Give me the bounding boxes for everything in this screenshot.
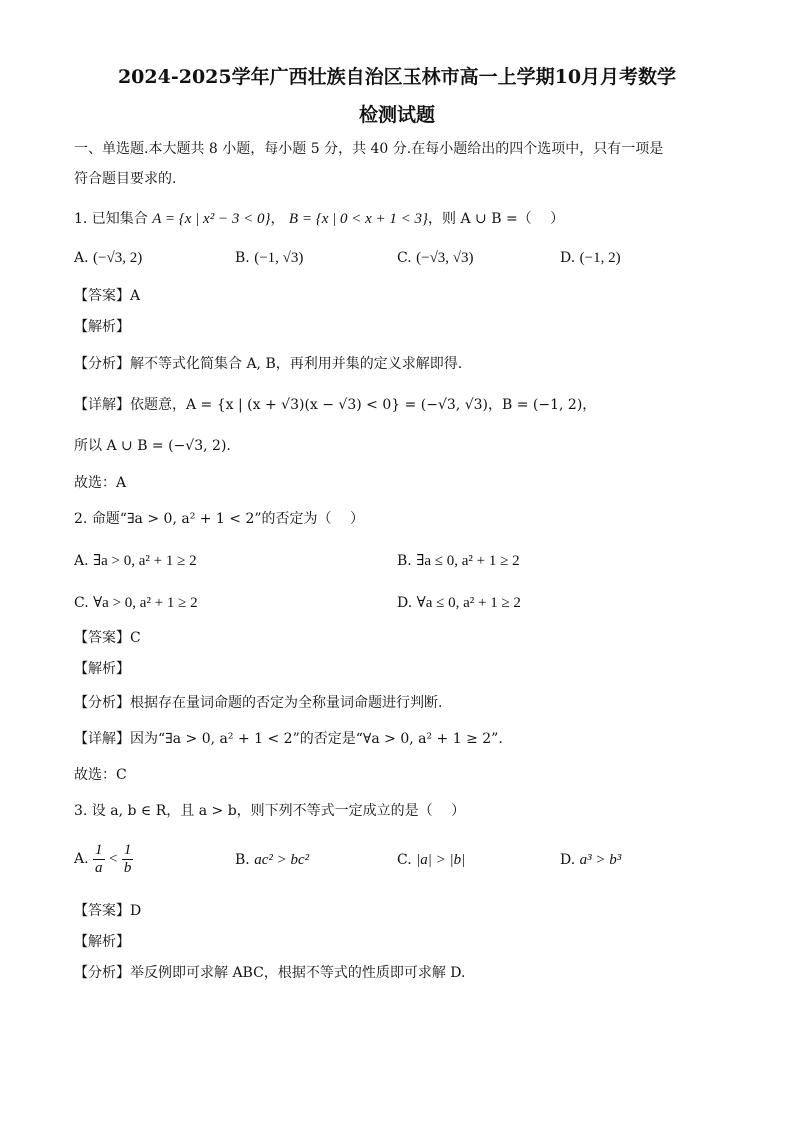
q2-option-b: B. ∃a ≤ 0, a² + 1 ≥ 2	[397, 553, 520, 569]
q3-fenxi: 【分析】举反例即可求解 ABC，根据不等式的性质即可求解 D.	[74, 965, 466, 981]
q1-option-b: B. (−1, √3)	[235, 250, 304, 266]
q1-set-a: A = {x | x² − 3 < 0}	[152, 211, 271, 227]
q3-option-b: B. ac² > bc²	[235, 852, 310, 868]
q1-set-b: B = {x | 0 < x + 1 < 3}	[288, 211, 429, 227]
q2-analysis-head: 【解析】	[74, 661, 130, 677]
doc-title-line1: 2024-2025学年广西壮族自治区玉林市高一上学期10月月考数学	[117, 66, 677, 88]
q2-option-c: C. ∀a > 0, a² + 1 ≥ 2	[74, 595, 198, 611]
q1-analysis-head: 【解析】	[74, 319, 130, 335]
q1-option-d: D. (−1, 2)	[560, 250, 621, 266]
q3-analysis-head: 【解析】	[74, 934, 130, 950]
q2-option-a: A. ∃a > 0, a² + 1 ≥ 2	[74, 553, 197, 569]
q3-option-d: D. a³ > b³	[560, 852, 622, 868]
q3-answer: 【答案】D	[74, 903, 142, 919]
q1-stem-prefix: 1. 已知集合	[74, 211, 148, 227]
q1-detail-line2: 所以 A ∪ B = (−√3, 2).	[74, 438, 231, 454]
section-intro-line2: 符合题目要求的.	[74, 171, 177, 187]
q1-detail-line1: 【详解】依题意，A = {x | (x + √3)(x − √3) < 0} = (−√3, √3)，B = (−1, 2)，	[74, 397, 597, 413]
q1-comma: ，	[270, 211, 285, 227]
q1-option-a: A. (−√3, 2)	[74, 250, 143, 266]
q1-answer: 【答案】A	[74, 288, 141, 304]
section-intro-line1: 一、单选题.本大题共 8 小题，每小题 5 分，共 40 分.在每小题给出的四个选项中，只有一项是	[74, 141, 664, 157]
q1-stem-suffix: ，则 A ∪ B =（ ）	[428, 211, 565, 227]
q3-stem: 3. 设 a, b ∈ R，且 a > b，则下列不等式一定成立的是（ ）	[74, 803, 466, 819]
q3-option-a: A. $\frac{1}{a}$ < $\frac{1}{b}$	[74, 842, 132, 876]
q2-answer: 【答案】C	[74, 630, 141, 646]
q2-option-d: D. ∀a ≤ 0, a² + 1 ≥ 2	[397, 595, 521, 611]
q1-fenxi: 【分析】解不等式化简集合 A, B，再利用并集的定义求解即得.	[74, 356, 463, 372]
q2-detail: 【详解】因为“∃a > 0, a² + 1 < 2”的否定是“∀a > 0, a² + 1 ≥ 2”.	[74, 731, 503, 747]
q3-option-c: C. |a| > |b|	[397, 852, 466, 868]
q2-stem: 2. 命题“∃a > 0, a² + 1 < 2”的否定为（ ）	[74, 511, 364, 527]
q1-stem	[74, 210, 734, 230]
doc-title-line2: 检测试题	[358, 104, 435, 126]
q2-fenxi: 【分析】根据存在量词命题的否定为全称量词命题进行判断.	[74, 695, 443, 711]
q1-option-c: C. (−√3, √3)	[397, 250, 474, 266]
q3-option-a-frac1: $\frac{1}{a}$	[95, 842, 103, 876]
q3-option-a-frac2: $\frac{1}{b}$	[123, 842, 132, 876]
q1-choose: 故选：A	[74, 475, 127, 491]
q2-choose: 故选：C	[74, 767, 127, 783]
